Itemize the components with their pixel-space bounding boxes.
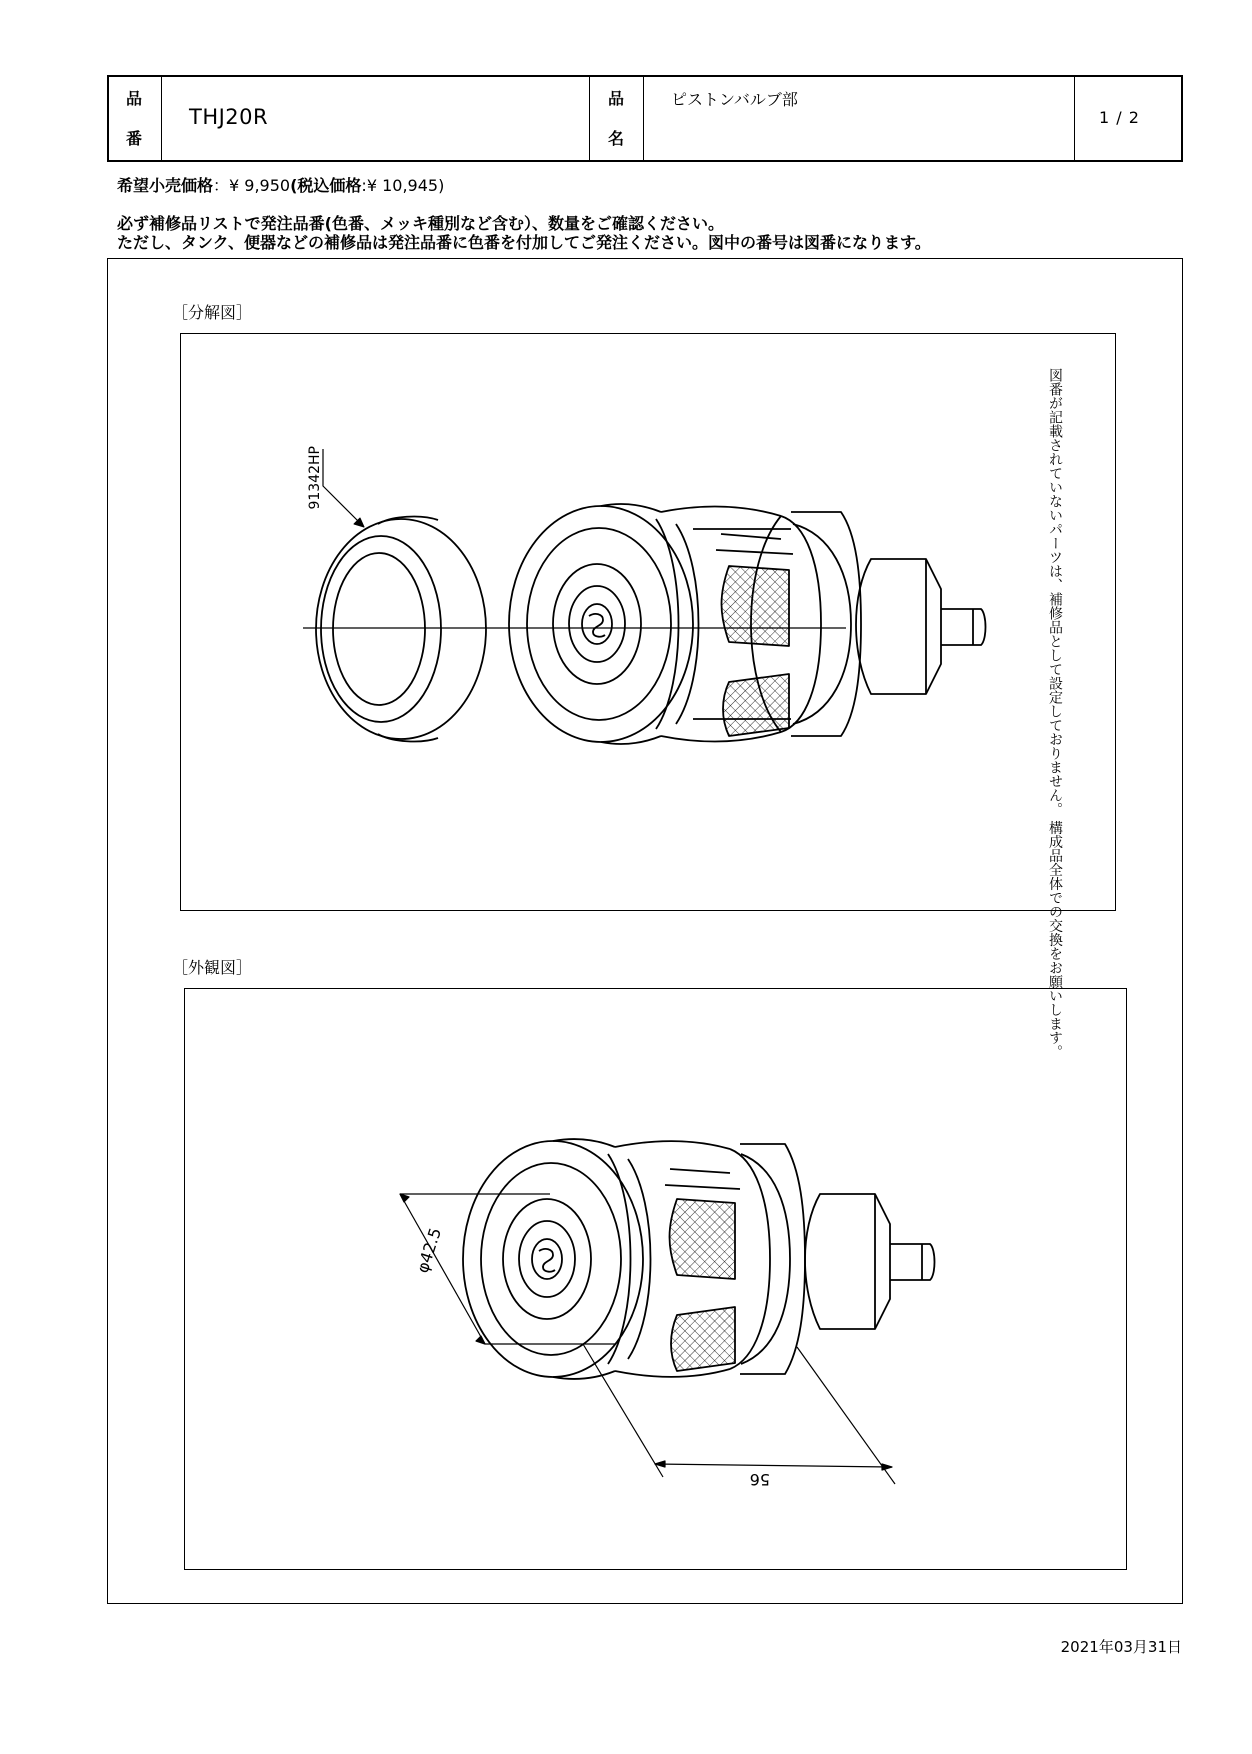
diameter-label: φ42.5 [412, 1225, 446, 1276]
price-line [117, 173, 444, 196]
length-label: 56 [749, 1470, 770, 1489]
part-no-label: 番 [126, 129, 143, 148]
mesh-window [722, 566, 790, 646]
issue-date: 2021年03月31日 [1060, 1638, 1182, 1656]
hex-nut [856, 559, 941, 694]
tax-price-value: :¥ 10,945) [361, 176, 445, 195]
side-note-line-1: 図番が記載されていないパーツは、補修品として設定しておりません。 [1047, 368, 1063, 816]
price-value: ：¥ 9,950 [213, 176, 291, 195]
o-ring [316, 517, 486, 742]
part-name: ピストンバルブ部 [671, 90, 798, 109]
mesh-window [723, 674, 789, 736]
part-name-label: 名 [608, 129, 625, 148]
header-table [107, 75, 1183, 162]
callout-label: 91342HP [307, 446, 323, 510]
page-number: 1 / 2 [1099, 108, 1140, 127]
shaft [941, 609, 986, 645]
exterior-drawing [185, 989, 1128, 1571]
exploded-drawing [181, 334, 1117, 912]
exploded-view-title: ［分解図］ [172, 303, 253, 322]
exploded-view-frame [180, 333, 1116, 911]
price-label: 希望小売価格 [117, 176, 214, 195]
mesh-window [670, 1199, 736, 1279]
piston-valve-cartridge [509, 504, 986, 744]
callout-leader [323, 449, 364, 527]
hex-nut [805, 1194, 890, 1329]
side-note-line-2: 構成品全体での交換をお願いします。 [1047, 820, 1063, 1059]
mesh-window [671, 1307, 735, 1371]
part-name-label: 品 [608, 89, 625, 108]
exterior-view-frame [184, 988, 1127, 1570]
tax-price-label: (税込価格 [290, 176, 362, 195]
note-line-1: 必ず補修品リストで発注品番(色番、メッキ種別など含む）、数量をご確認ください。 [117, 214, 724, 233]
divider [643, 77, 644, 160]
length-dimension [583, 1344, 895, 1484]
piston-valve-cartridge [463, 1139, 935, 1379]
shaft [890, 1244, 935, 1280]
divider [589, 77, 590, 160]
divider [161, 77, 162, 160]
divider [1074, 77, 1075, 160]
exterior-view-title: ［外観図］ [172, 958, 253, 977]
note-line-2: ただし、タンク、便器などの補修品は発注品番に色番を付加してご発注ください。図中の番号は図番になります。 [117, 233, 931, 252]
part-number: THJ20R [189, 105, 269, 129]
part-no-label: 品 [126, 89, 143, 108]
exploded-side-note [1046, 368, 1063, 1058]
